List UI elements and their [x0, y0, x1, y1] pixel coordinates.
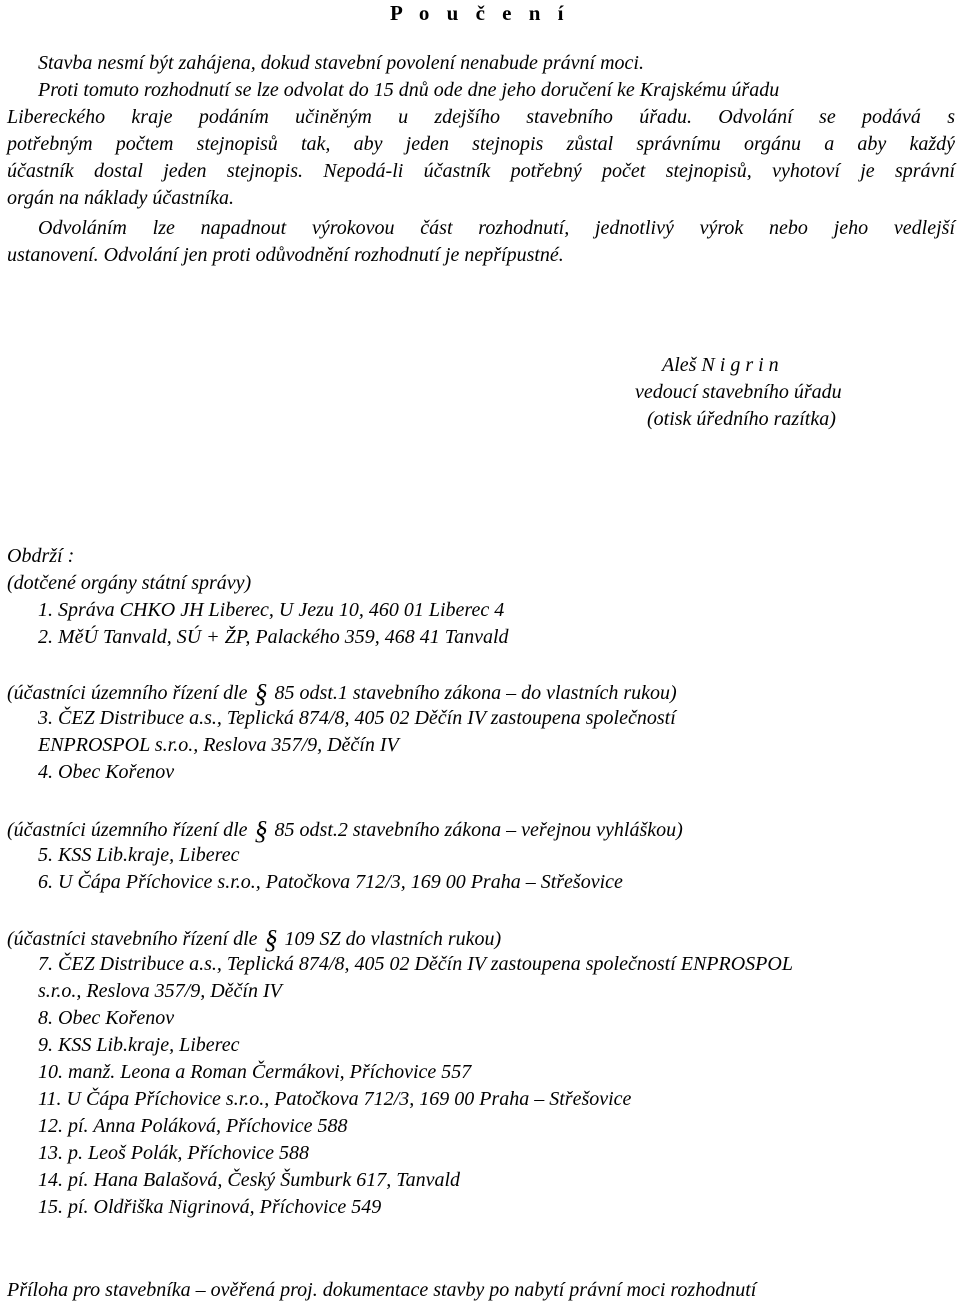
instruction-line-5: účastník dostal jeden stejnopis. Nepodá-li účastník potřebný počet stejnopisů, vyhotoví je správní [7, 160, 955, 182]
instruction-line-4: potřebným počtem stejnopisů tak, aby jeden stejnopis zůstal správnímu orgánu a aby každý [7, 133, 955, 155]
instruction-line-6: orgán na náklady účastníka. [7, 187, 235, 209]
group-label-text: 85 odst.2 stavebního zákona – veřejnou vyhláškou) [274, 819, 683, 841]
recipient-item: 12. pí. Anna Poláková, Příchovice 588 [38, 1115, 348, 1137]
attachment-note: Příloha pro stavebníka – ověřená proj. dokumentace stavby po nabytí právní moci rozhodnutí [7, 1279, 757, 1301]
recipient-item: 2. MěÚ Tanvald, SÚ + ŽP, Palackého 359, 468 41 Tanvald [38, 626, 509, 648]
instruction-line-8: ustanovení. Odvolání jen proti odůvodnění rozhodnutí je nepřípustné. [7, 244, 564, 266]
recipient-item: 6. U Čápa Příchovice s.r.o., Patočkova 712/3, 169 00 Praha – Střešovice [38, 871, 623, 893]
group-label-text: (účastníci územního řízení dle [7, 682, 248, 704]
recipient-item: 15. pí. Oldřiška Nigrinová, Příchovice 549 [38, 1196, 382, 1218]
recipient-item: 11. U Čápa Příchovice s.r.o., Patočkova 712/3, 169 00 Praha – Střešovice [38, 1088, 632, 1110]
stamp-note: (otisk úředního razítka) [647, 408, 836, 430]
recipient-item: 7. ČEZ Distribuce a.s., Teplická 874/8, 405 02 Děčín IV zastoupena společností ENPROSPOL [38, 953, 793, 975]
recipient-item: 14. pí. Hana Balašová, Český Šumburk 617, Tanvald [38, 1169, 461, 1191]
page-title: P o u č e n í [390, 1, 570, 25]
recipient-item: 1. Správa CHKO JH Liberec, U Jezu 10, 460 01 Liberec 4 [38, 599, 505, 621]
group-label-text: (účastníci územního řízení dle [7, 819, 248, 841]
recipient-item: 10. manž. Leona a Roman Čermákovi, Příchovice 557 [38, 1061, 472, 1083]
section-symbol: § [254, 679, 268, 708]
recipient-item: 13. p. Leoš Polák, Příchovice 588 [38, 1142, 310, 1164]
recipient-item: 9. KSS Lib.kraje, Liberec [38, 1034, 240, 1056]
recipient-item: 8. Obec Kořenov [38, 1007, 175, 1029]
section-symbol: § [264, 925, 278, 954]
recipient-item: 4. Obec Kořenov [38, 761, 175, 783]
group-label-text: 109 SZ do vlastních rukou) [284, 928, 502, 950]
instruction-line-1: Stavba nesmí být zahájena, dokud stavební povolení nenabude právní moci. [38, 52, 644, 74]
group-label-authorities: (dotčené orgány státní správy) [7, 572, 252, 594]
group-label-text: 85 odst.1 stavebního zákona – do vlastních rukou) [274, 682, 677, 704]
group-label-building [7, 924, 501, 952]
instruction-line-2: Proti tomuto rozhodnutí se lze odvolat do 15 dnů ode dne jeho doručení ke Krajskému úřadu [38, 79, 780, 101]
recipient-item: 3. ČEZ Distribuce a.s., Teplická 874/8, 405 02 Děčín IV zastoupena společností [38, 707, 676, 729]
group-label-zoning-personal [7, 678, 677, 706]
instruction-line-7: Odvoláním lze napadnout výrokovou část rozhodnutí, jednotlivý výrok nebo jeho vedlejší [38, 217, 955, 239]
group-label-text: (účastníci stavebního řízení dle [7, 928, 258, 950]
recipient-item: 5. KSS Lib.kraje, Liberec [38, 844, 240, 866]
recipient-item: ENPROSPOL s.r.o., Reslova 357/9, Děčín IV [38, 734, 399, 756]
section-symbol: § [254, 816, 268, 845]
recipient-item: s.r.o., Reslova 357/9, Děčín IV [38, 980, 282, 1002]
group-label-zoning-public [7, 815, 683, 843]
signature-position: vedoucí stavebního úřadu [635, 381, 842, 403]
instruction-line-3: Libereckého kraje podáním učiněným u zdejšího stavebního úřadu. Odvolání se podává s [7, 106, 955, 128]
recipients-heading: Obdrží : [7, 545, 75, 567]
signature-name: Aleš N i g r i n [662, 354, 779, 376]
